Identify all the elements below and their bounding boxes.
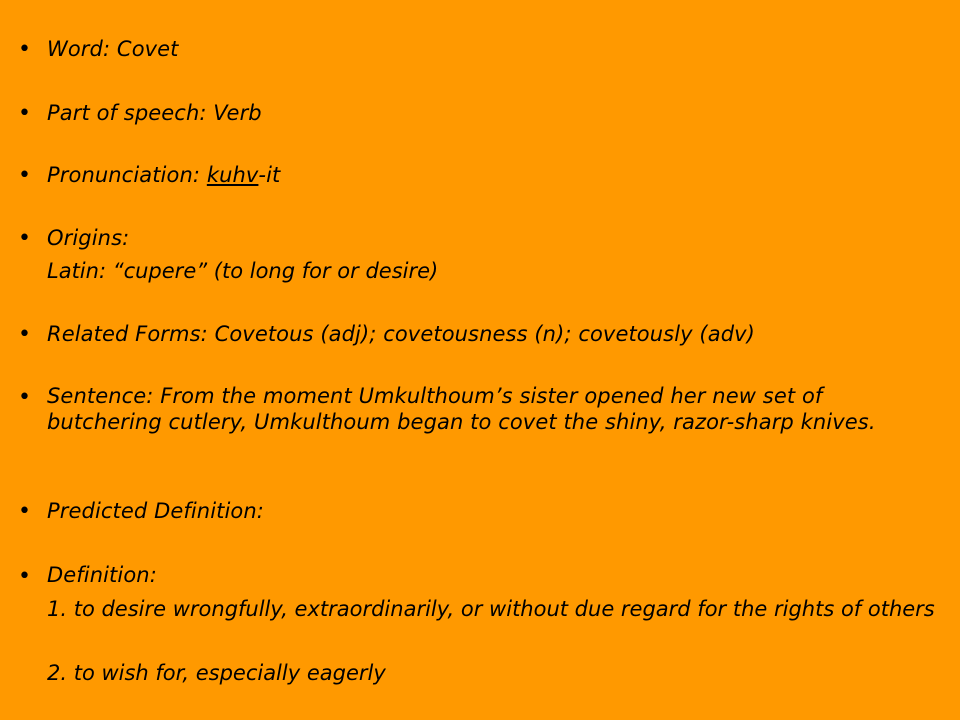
definition-2: 2. to wish for, especially eagerly (47, 661, 386, 685)
bullet-marker: • (18, 385, 31, 410)
related-forms-line: Related Forms: Covetous (adj); covetousness (n); covetously (adv) (47, 322, 755, 346)
bullet-marker: • (18, 37, 31, 62)
predicted-definition-line: Predicted Definition: (47, 499, 264, 523)
part-of-speech-line: Part of speech: Verb (47, 101, 262, 125)
definition-label: Definition: (47, 563, 157, 587)
pronunciation-line (47, 162, 942, 188)
pronunciation-rest: -it (258, 163, 281, 187)
bullet-marker: • (18, 322, 31, 347)
sentence-line: Sentence: From the moment Umkulthoum’s sister opened her new set of butchering cutlery, Umkulthoum began to covet the shiny, razor-sharp knives. (47, 384, 876, 434)
word-line: Word: Covet (47, 37, 179, 61)
bullet-marker: • (18, 101, 31, 126)
bullet-marker: • (18, 499, 31, 524)
bullet-marker: • (18, 226, 31, 251)
bullet-marker: • (18, 564, 31, 589)
definition-1: 1. to desire wrongfully, extraordinarily, or without due regard for the rights of others (47, 597, 935, 621)
origins-label: Origins: (47, 226, 130, 250)
origins-detail: Latin: “cupere” (to long for or desire) (47, 259, 439, 283)
bullet-marker: • (18, 163, 31, 188)
pronunciation-stressed-syllable: kuhv (206, 163, 259, 187)
pronunciation-label: Pronunciation: (47, 163, 207, 187)
